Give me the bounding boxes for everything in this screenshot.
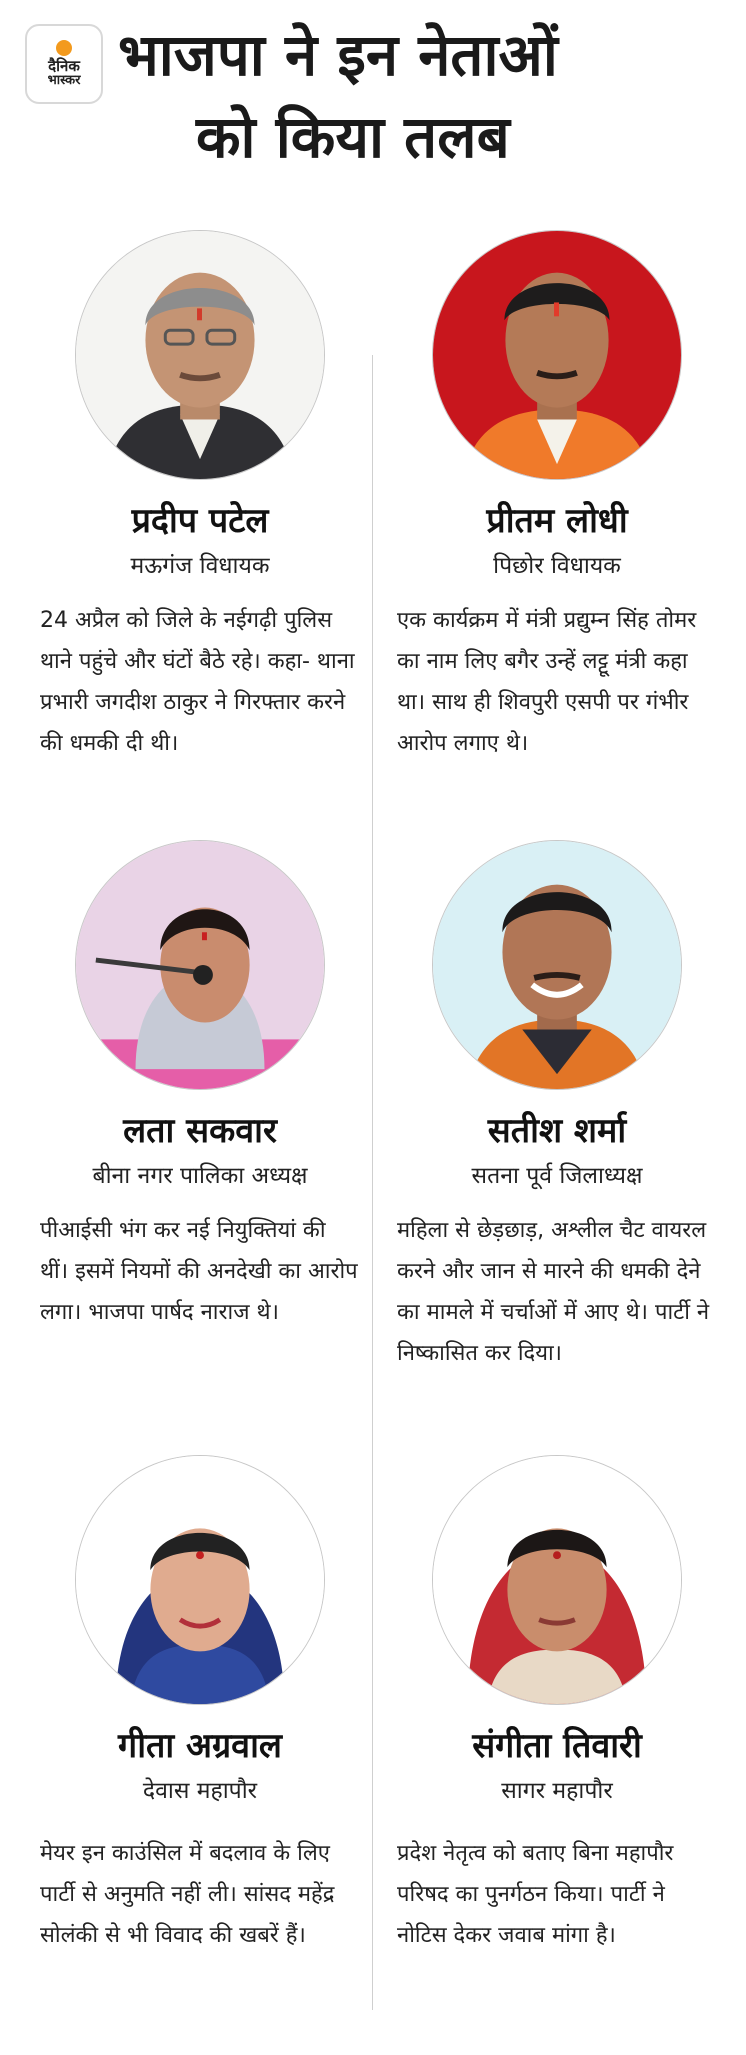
leader-card-geeta-agrawal — [35, 1455, 365, 2055]
leader-photo — [75, 230, 325, 480]
leader-role: मऊगंज विधायक — [130, 553, 270, 579]
portrait-illustration — [433, 1456, 681, 1704]
leader-description: 24 अप्रैल को जिले के नईगढ़ी पुलिस थाने पहुंचे और घंटों बैठे रहे। कहा- थाना प्रभारी जगदीश ठाकुर ने गिरफ्तार करने की धमकी दी थी। — [40, 608, 355, 756]
leader-photo — [75, 1455, 325, 1705]
leader-role: पिछोर विधायक — [493, 553, 621, 579]
leader-photo — [432, 1455, 682, 1705]
sun-icon — [56, 40, 72, 56]
header — [0, 0, 746, 215]
leader-description: महिला से छेड़छाड़, अश्लील चैट वायरल करने और जान से मारने की धमकी देने का मामले में चर्चाओं में आए थे। पार्टी ने निष्कासित कर दिया। — [397, 1218, 710, 1366]
logo-line-1: दैनिक — [48, 57, 80, 75]
page-title — [118, 14, 738, 178]
leader-name: गीता अग्रवाल — [118, 1726, 282, 1766]
leader-photo — [432, 230, 682, 480]
leader-description: प्रदेश नेतृत्व को बताए बिना महापौर परिषद का पुनर्गठन किया। पार्टी ने नोटिस देकर जवाब मांगा है। — [397, 1841, 674, 1948]
leader-card-sangeeta-tiwari — [392, 1455, 722, 2055]
portrait-illustration — [433, 231, 681, 479]
leader-photo — [75, 840, 325, 1090]
leader-name: लता सकवार — [123, 1111, 277, 1151]
leader-card-pradeep-patel — [35, 230, 365, 830]
leader-role: सागर महापौर — [501, 1778, 613, 1804]
column-divider — [372, 355, 373, 2010]
leader-card-lata-sakwar — [35, 840, 365, 1440]
portrait-illustration — [76, 841, 324, 1089]
leader-card-satish-sharma — [392, 840, 722, 1440]
leader-description: मेयर इन काउंसिल में बदलाव के लिए पार्टी से अनुमति नहीं ली। सांसद महेंद्र सोलंकी से भी विवाद की खबरें हैं। — [40, 1841, 335, 1948]
portrait-illustration — [76, 231, 324, 479]
leader-role: देवास महापौर — [142, 1778, 258, 1804]
leader-card-pritam-lodhi — [392, 230, 722, 830]
portrait-illustration — [76, 1456, 324, 1704]
portrait-illustration — [433, 841, 681, 1089]
leader-role: बीना नगर पालिका अध्यक्ष — [92, 1163, 308, 1189]
leader-description: एक कार्यक्रम में मंत्री प्रद्युम्न सिंह तोमर का नाम लिए बगैर उन्हें लट्टू मंत्री कहा था। साथ ही शिवपुरी एसपी पर गंभीर आरोप लगाए थे। — [397, 608, 697, 756]
title-line-1: भाजपा ने इन नेताओं — [118, 21, 558, 89]
leader-name: प्रदीप पटेल — [131, 501, 269, 541]
dainik-bhaskar-logo — [25, 24, 103, 104]
leader-photo — [432, 840, 682, 1090]
leader-name: प्रीतम लोधी — [486, 501, 628, 541]
title-line-2: को किया तलब — [196, 103, 510, 171]
leader-name: सतीश शर्मा — [487, 1111, 627, 1151]
leader-role: सतना पूर्व जिलाध्यक्ष — [471, 1163, 643, 1189]
logo-line-2: भास्कर — [47, 73, 81, 88]
leader-description: पीआईसी भंग कर नई नियुक्तियां की थीं। इसमें नियमों की अनदेखी का आरोप लगा। भाजपा पार्षद नाराज थे। — [40, 1218, 358, 1325]
leader-name: संगीता तिवारी — [472, 1726, 642, 1766]
